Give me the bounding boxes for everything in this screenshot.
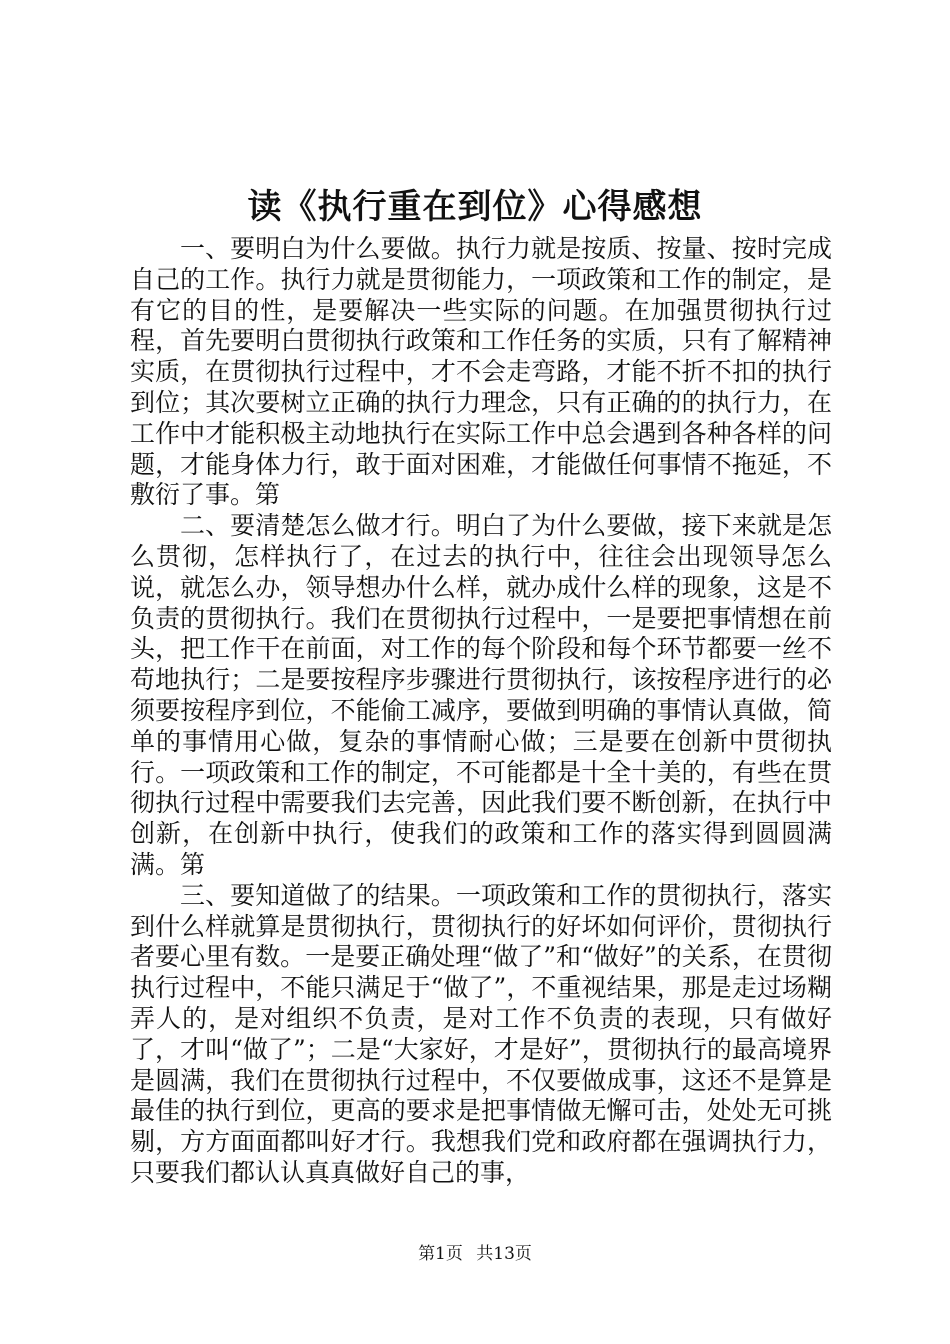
paragraph-2: 二、要清楚怎么做才行。明白了为什么要做，接下来就是怎么贯彻，怎样执行了，在过去的执行中，往往会出现领导怎么说，就怎么办，领导想办什么样，就办成什么样的现象，这是不负责的贯彻执行。我们在贯彻执行过程中，一是要把事情想在前头，把工作干在前面，对工作的每个阶段和每个环节都要一丝不苟地执行；二是要按程序步骤进行贯彻执行，该按程序进行的必须要按程序到位，不能偷工减序，要做到明确的事情认真做，简单的事情用心做，复杂的事情耐心做；三是要在创新中贯彻执行。一项政策和工作的制定，不可能都是十全十美的，有些在贯彻执行过程中需要我们去完善，因此我们要不断创新，在执行中创新，在创新中执行，使我们的政策和工作的落实得到圆圆满满。第 xyxy=(130,511,832,879)
document-title: 读《执行重在到位》心得感想 xyxy=(247,187,703,227)
paragraph-3: 三、要知道做了的结果。一项政策和工作的贯彻执行，落实到什么样就算是贯彻执行，贯彻执行的好坏如何评价，贯彻执行者要心里有数。一是要正确处理“做了”和“做好”的关系，在贯彻执行过程中，不能只满足于“做了”，不重视结果，那是走过场糊弄人的，是对组织不负责，是对工作不负责的表现，只有做好了，才叫“做了”；二是“大家好，才是好”，贯彻执行的最高境界是圆满，我们在贯彻执行过程中，不仅要做成事，这还不是算是最佳的执行到位，更高的要求是把事情做无懈可击，处处无可挑剔，方方面面都叫好才行。我想我们党和政府都在强调执行力，只要我们都认认真真做好自己的事， xyxy=(130,880,832,1187)
paragraph-1: 一、要明白为什么要做。执行力就是按质、按量、按时完成自己的工作。执行力就是贯彻能力，一项政策和工作的制定，是有它的目的性，是要解决一些实际的问题。在加强贯彻执行过程，首先要明白贯彻执行政策和工作任务的实质，只有了解精神实质，在贯彻执行过程中，才不会走弯路，才能不折不扣的执行到位；其次要树立正确的执行力理念，只有正确的的执行力，在工作中才能积极主动地执行在实际工作中总会遇到各种各样的问题，才能身体力行，敢于面对困难，才能做任何事情不拖延，不敷衍了事。第 xyxy=(130,234,832,510)
page-total: 共13页 xyxy=(476,1244,532,1264)
page-number: 第1页 xyxy=(418,1244,463,1264)
page-footer xyxy=(0,1242,950,1266)
document-body xyxy=(130,234,832,1189)
